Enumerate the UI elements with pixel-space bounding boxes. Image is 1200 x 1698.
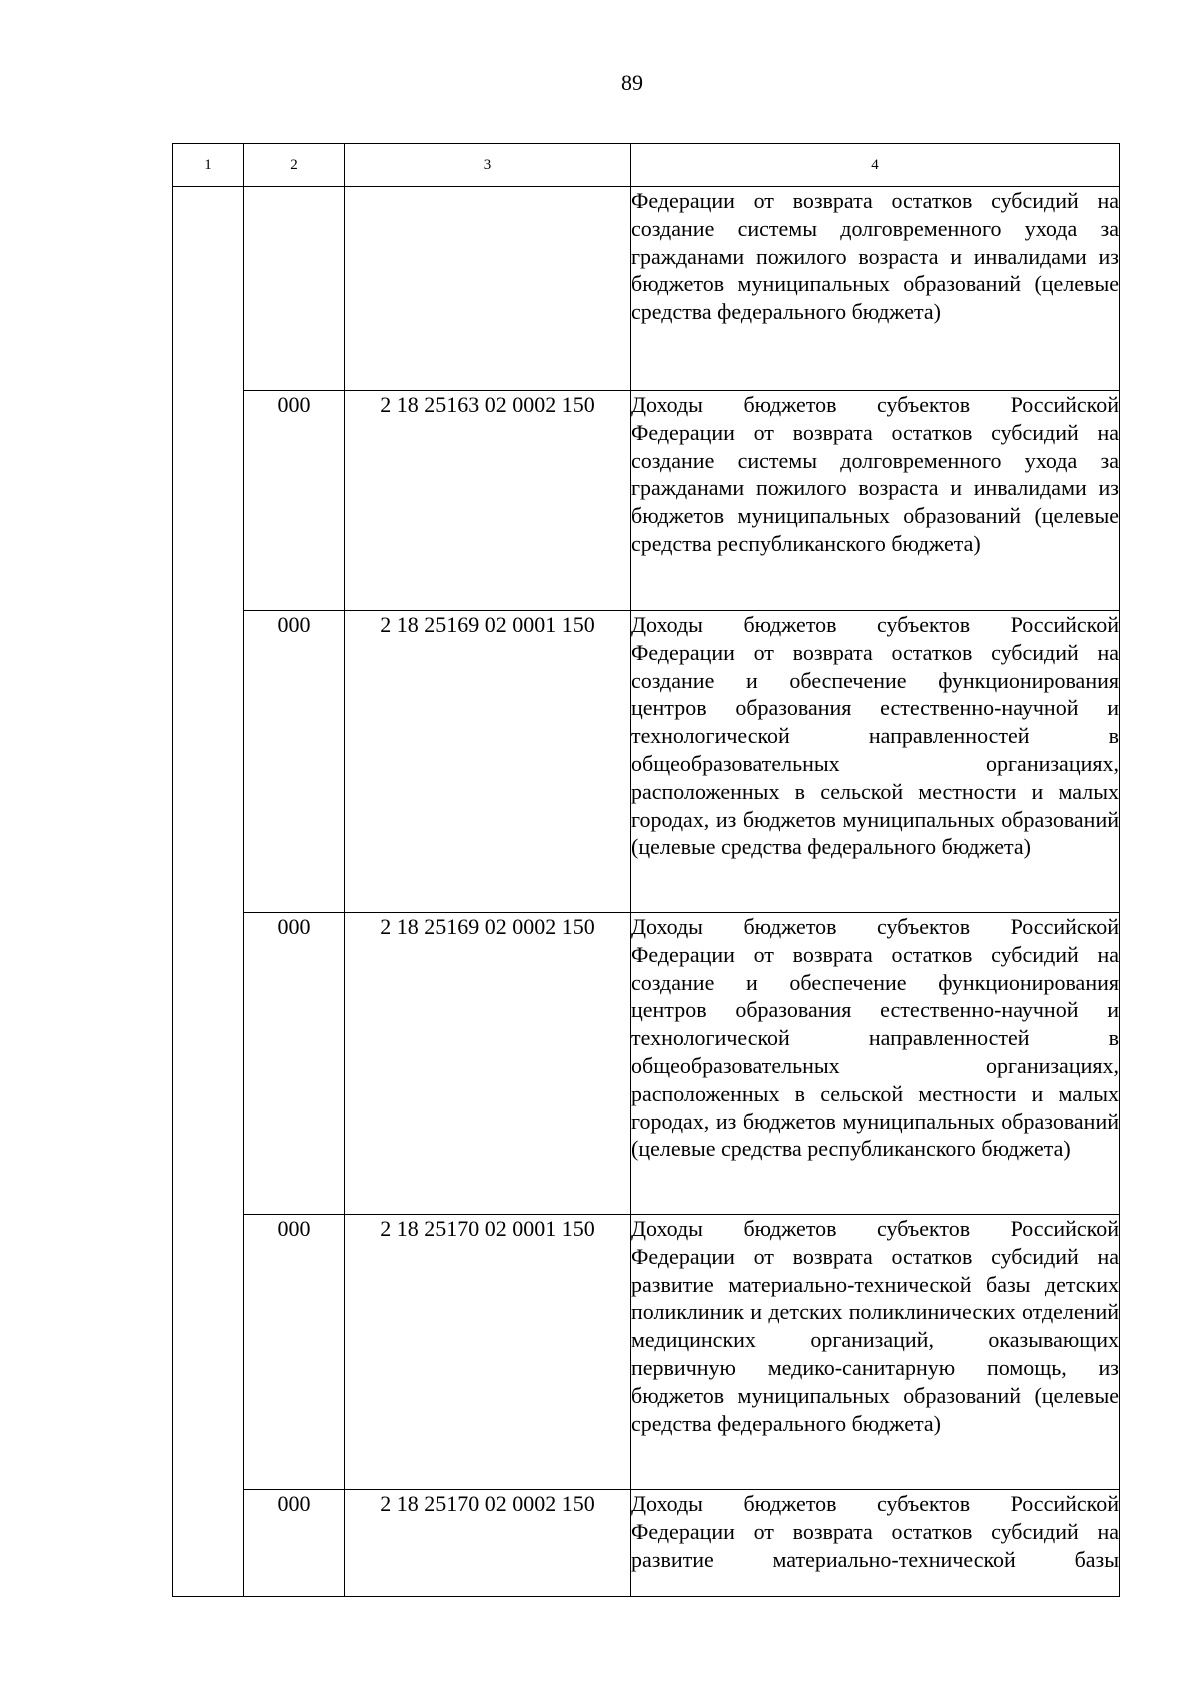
- table-header-row: [173, 144, 1120, 187]
- description-text: Доходы бюджетов субъектов Российской Федерации от возврата остатков субсидий на создание и обеспечение функционирования центров образования естественно-научной и технологической направленностей в общеобразовательных организациях, расположенных в сельской местности и малых городах, из бюджетов муниципальных образований (целевые средства республиканского бюджета): [631, 914, 1119, 1162]
- description-text: Доходы бюджетов субъектов Российской Федерации от возврата остатков субсидий на создание и обеспечение функционирования центров образования естественно-научной и технологической направленностей в общеобразовательных организациях, расположенных в сельской местности и малых городах, из бюджетов муниципальных образований (целевые средства федерального бюджета): [631, 612, 1119, 860]
- table-row: [173, 913, 1120, 1215]
- description-text: Доходы бюджетов субъектов Российской Федерации от возврата остатков субсидий на развитие материально-технической базы: [631, 1491, 1119, 1572]
- table-row: [173, 1490, 1120, 1597]
- header-cell-3: 3: [345, 144, 631, 187]
- table-row: [173, 611, 1120, 913]
- table-row: [173, 187, 1120, 391]
- description-cell: [631, 913, 1120, 1215]
- description-text: Доходы бюджетов субъектов Российской Федерации от возврата остатков субсидий на создание системы долговременного ухода за гражданами пожилого возраста и инвалидами из бюджетов муниципальных образований (целевые средства республиканского бюджета): [631, 392, 1119, 556]
- classification-code-cell: 2 18 25169 02 0002 150: [345, 913, 631, 1215]
- description-text: Доходы бюджетов субъектов Российской Федерации от возврата остатков субсидий на развитие материально-технической базы детских поликлиник и детских поликлинических отделений медицинских организаций, оказывающих первичную медико-санитарную помощь, из бюджетов муниципальных образований (целевые средства федерального бюджета): [631, 1216, 1119, 1436]
- group-cell: [173, 187, 244, 1597]
- classification-code-cell: 2 18 25170 02 0001 150: [345, 1215, 631, 1490]
- classification-code-cell: 2 18 25170 02 0002 150: [345, 1490, 631, 1597]
- description-cell: [631, 187, 1120, 391]
- classification-code-cell: 2 18 25163 02 0002 150: [345, 391, 631, 611]
- header-cell-1: 1: [173, 144, 244, 187]
- header-cell-2: 2: [244, 144, 345, 187]
- description-cell: [631, 391, 1120, 611]
- admin-code-cell: 000: [244, 611, 345, 913]
- classification-code-cell: 2 18 25169 02 0001 150: [345, 611, 631, 913]
- classification-code-cell: [345, 187, 631, 391]
- description-text: Федерации от возврата остатков субсидий на создание системы долговременного ухода за гражданами пожилого возраста и инвалидами из бюджетов муниципальных образований (целевые средства федерального бюджета): [631, 188, 1119, 325]
- description-cell: [631, 1215, 1120, 1490]
- description-cell: [631, 611, 1120, 913]
- table-row: [173, 391, 1120, 611]
- table-row: [173, 1215, 1120, 1490]
- page-number: 89: [621, 70, 643, 95]
- description-cell: [631, 1490, 1120, 1597]
- admin-code-cell: [244, 187, 345, 391]
- admin-code-cell: 000: [244, 1215, 345, 1490]
- admin-code-cell: 000: [244, 1490, 345, 1597]
- header-cell-4: 4: [631, 144, 1120, 187]
- admin-code-cell: 000: [244, 391, 345, 611]
- admin-code-cell: 000: [244, 913, 345, 1215]
- budget-classification-table: [172, 143, 1120, 1597]
